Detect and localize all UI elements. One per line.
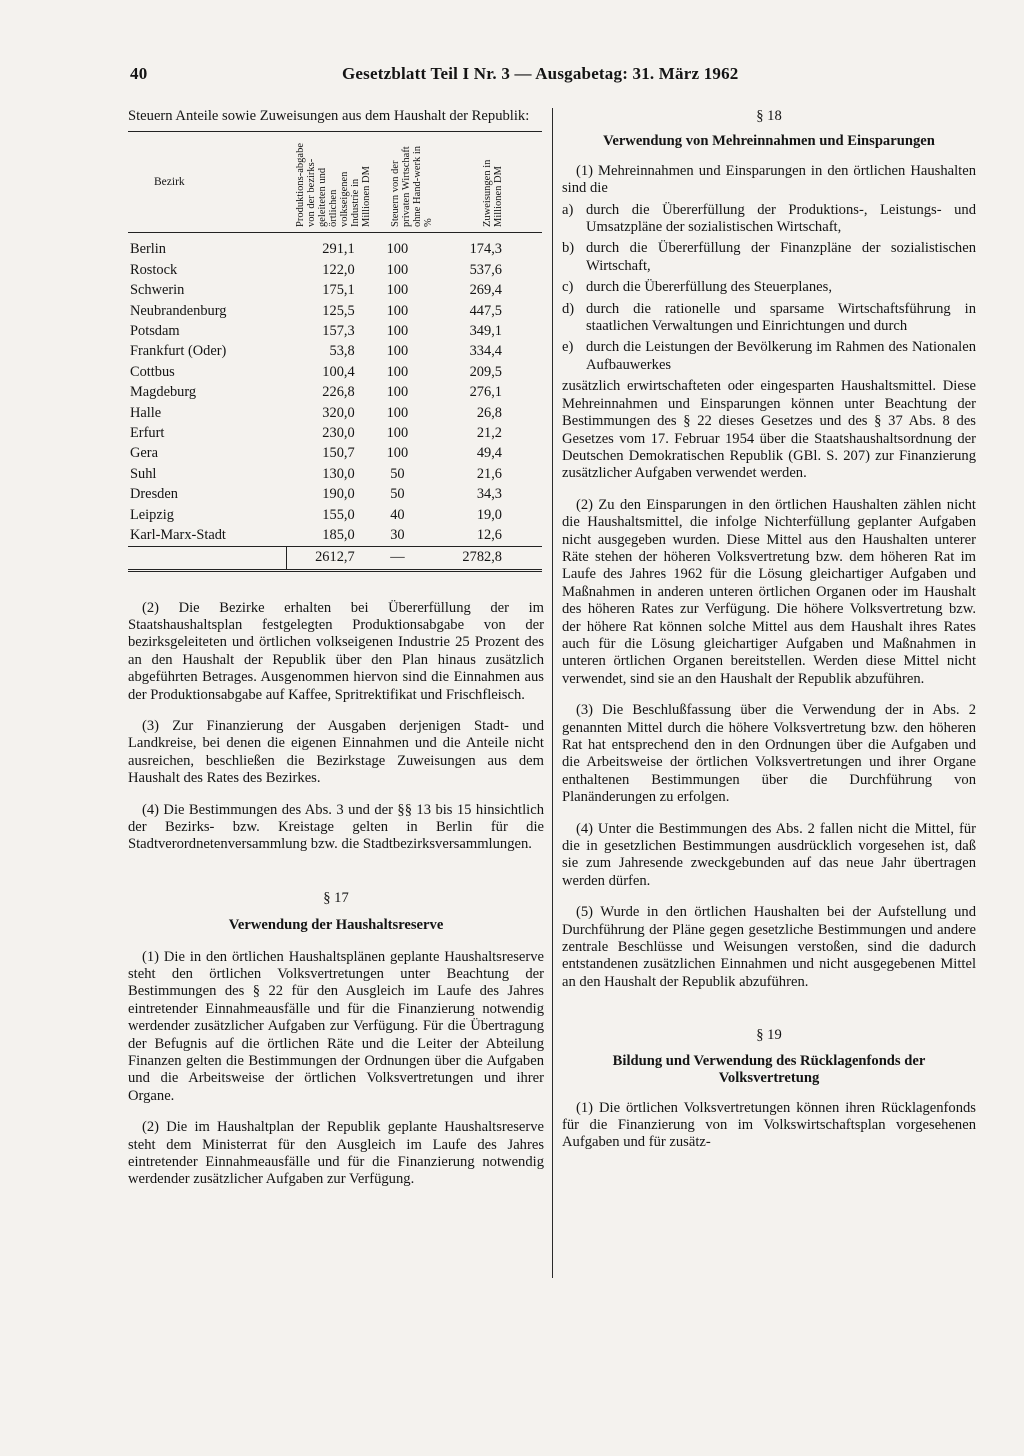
steuern-value: 50 bbox=[390, 465, 405, 482]
bezirk-name: Gera bbox=[130, 445, 158, 462]
list-item bbox=[562, 339, 976, 374]
table-row bbox=[128, 233, 542, 260]
steuern-value: 100 bbox=[386, 363, 409, 380]
right-column bbox=[562, 108, 976, 1152]
steuern-value: 40 bbox=[390, 506, 405, 523]
header-produktionsabgabe: Produktions-abgabe von der bezirks-geleiteten und örtlichen volkseigenen Industrie in Millionen DM bbox=[286, 132, 381, 233]
section-18-list bbox=[562, 202, 976, 375]
list-item-text: durch die Leistungen der Bevölkerung im Rahmen des Nationalen Aufbauwerkes bbox=[586, 339, 976, 373]
list-item bbox=[562, 202, 976, 237]
sum-steuern: — bbox=[381, 546, 444, 570]
list-item bbox=[562, 279, 976, 296]
table-row bbox=[128, 341, 542, 361]
steuern-value: 30 bbox=[390, 527, 405, 544]
bezirk-name: Karl-Marx-Stadt bbox=[130, 527, 226, 544]
produktionsabgabe-value: 230,0 bbox=[322, 425, 355, 442]
list-item-text: durch die Übererfüllung der Finanzpläne der sozialistischen Wirtschaft, bbox=[586, 240, 976, 274]
table-row bbox=[128, 505, 542, 525]
table-row bbox=[128, 525, 542, 546]
zuweisungen-value: 447,5 bbox=[469, 302, 502, 319]
zuweisungen-value: 21,2 bbox=[476, 425, 502, 442]
produktionsabgabe-value: 155,0 bbox=[322, 506, 355, 523]
zuweisungen-value: 19,0 bbox=[476, 506, 502, 523]
list-item-label: b) bbox=[562, 240, 575, 257]
section-18-paragraph-2: (2) Zu den Einsparungen in den örtlichen Haushalten zählen nicht die Haushaltsmittel, die infolge Nichterfüllung geplanter Aufgaben nicht ausgegeben wurden. Diese Mittel aus den Haushalten unterer Räte stehen der höheren Volksvertretung bzw. dem höheren Rat im Laufe des Jahres 1962 für die Lösung gleichartiger Aufgaben und Maßnahmen in anderen unteren örtlichen Organen oder im Haushalt des höheren Rates zur Verfügung. Die höhere Volksvertretung bzw. der höhere Rat können solche Mittel aus dem Haushalt ihres Rates auch für die Lösung gleichartiger Aufgaben und Maßnahmen in unteren örtlichen Organen bereitstellen. Werden diese Mittel nicht verwendet, sind sie an den Haushalt der Republik abzuführen. bbox=[562, 496, 976, 687]
zuweisungen-value: 21,6 bbox=[476, 465, 502, 482]
table-intro: Steuern Anteile sowie Zuweisungen aus dem Haushalt der Republik: bbox=[128, 108, 530, 124]
table-row bbox=[128, 260, 542, 280]
produktionsabgabe-value: 291,1 bbox=[322, 241, 355, 258]
column-divider bbox=[552, 108, 553, 1278]
header-bezirk: Bezirk bbox=[128, 132, 286, 233]
zuweisungen-value: 276,1 bbox=[469, 384, 502, 401]
table-sum-row bbox=[128, 546, 542, 570]
zuweisungen-value: 537,6 bbox=[469, 261, 502, 278]
produktionsabgabe-value: 320,0 bbox=[322, 404, 355, 421]
bezirk-name: Schwerin bbox=[130, 282, 185, 299]
steuern-value: 100 bbox=[386, 282, 409, 299]
list-item bbox=[562, 240, 976, 275]
steuern-value: 100 bbox=[386, 425, 409, 442]
produktionsabgabe-value: 190,0 bbox=[322, 486, 355, 503]
bezirk-name: Erfurt bbox=[130, 425, 165, 442]
paragraph-4: (4) Die Bestimmungen des Abs. 3 und der §§ 13 bis 15 hinsichtlich der Bezirks- bzw. Kreistage gelten in Berlin für die Stadtverordnetenversammlung bzw. die Stadtbezirksversammlungen. bbox=[128, 801, 544, 853]
steuern-value: 100 bbox=[386, 302, 409, 319]
section-17-title: Verwendung der Haushaltsreserve bbox=[228, 917, 444, 934]
list-item bbox=[562, 301, 976, 336]
table-row bbox=[128, 443, 542, 463]
bezirk-name: Berlin bbox=[130, 241, 166, 258]
zuweisungen-value: 209,5 bbox=[469, 363, 502, 380]
page-number: 40 bbox=[130, 64, 148, 83]
zuweisungen-value: 12,6 bbox=[476, 527, 502, 544]
gazette-title: Gesetzblatt Teil I Nr. 3 — Ausgabetag: 31. März 1962 bbox=[342, 64, 739, 83]
table-row bbox=[128, 301, 542, 321]
bezirk-name: Halle bbox=[130, 404, 162, 421]
section-19-title: Bildung und Verwendung des Rücklagenfonds der Volksvertretung bbox=[612, 1052, 926, 1087]
list-item-label: a) bbox=[562, 201, 574, 218]
section-18-paragraph-3: (3) Die Beschlußfassung über die Verwendung der in Abs. 2 genannten Mittel durch die höhere Volksvertretung bzw. den höheren Rat hat entsprechend den in den Ordnungen über die Aufgaben und die Arbeitsweise der örtlichen Volksvertretungen und ihrer Organe enthaltenen Bestimmungen über die Durchführung von Planänderungen zu erfolgen. bbox=[562, 702, 976, 806]
table-row bbox=[128, 403, 542, 423]
zuweisungen-value: 334,4 bbox=[469, 343, 502, 360]
list-item-text: durch die Übererfüllung des Steuerplanes, bbox=[586, 279, 832, 296]
sum-produktionsabgabe: 2612,7 bbox=[286, 546, 381, 570]
section-19-paragraph-1: (1) Die örtlichen Volksvertretungen können ihren Rücklagenfonds für die Finanzierung von im Volkswirtschaftsplan vorgesehenen Aufgaben und für zusätz- bbox=[562, 1099, 976, 1151]
section-18-paragraph-1: (1) Mehreinnahmen und Einsparungen in den örtlichen Haushalten sind die bbox=[562, 162, 976, 197]
section-19-number: § 19 bbox=[756, 1027, 782, 1044]
header-zuweisungen: Zuweisungen in Millionen DM bbox=[444, 132, 542, 233]
produktionsabgabe-value: 185,0 bbox=[322, 527, 355, 544]
steuern-value: 100 bbox=[386, 323, 409, 340]
zuweisungen-value: 34,3 bbox=[476, 486, 502, 503]
produktionsabgabe-value: 122,0 bbox=[322, 261, 355, 278]
zuweisungen-value: 174,3 bbox=[469, 241, 502, 258]
bezirk-name: Leipzig bbox=[130, 506, 174, 523]
section-18-title: Verwendung von Mehreinnahmen und Einsparungen bbox=[603, 133, 935, 150]
table-row bbox=[128, 423, 542, 443]
produktionsabgabe-value: 157,3 bbox=[322, 323, 355, 340]
bezirk-name: Frankfurt (Oder) bbox=[130, 343, 227, 360]
produktionsabgabe-value: 150,7 bbox=[322, 445, 355, 462]
paragraph-2: (2) Die Bezirke erhalten bei Übererfüllung der im Staatshaushaltsplan festgelegten Produktionsabgabe von der bezirksgeleiteten und örtlichen volkseigenen Industrie 25 Prozent des an den Haushalt der Republik über den Plan hinaus zusätzlich abgeführten Betrages. Ausgenommen hiervon sind die Einnahmen aus der Produktionsabgabe auf Kaffee, Spritrektifikat und Frischfleisch. bbox=[128, 599, 544, 703]
bezirk-name: Cottbus bbox=[130, 363, 175, 380]
table-row bbox=[128, 280, 542, 300]
table-row bbox=[128, 321, 542, 341]
steuern-value: 100 bbox=[386, 343, 409, 360]
table-row bbox=[128, 382, 542, 402]
table-row bbox=[128, 484, 542, 504]
section-17-number: § 17 bbox=[323, 889, 349, 906]
table-row bbox=[128, 464, 542, 484]
steuern-value: 100 bbox=[386, 241, 409, 258]
bezirk-name: Rostock bbox=[130, 261, 178, 278]
steuern-value: 100 bbox=[386, 445, 409, 462]
produktionsabgabe-value: 130,0 bbox=[322, 465, 355, 482]
paragraph-3: (3) Zur Finanzierung der Ausgaben derjenigen Stadt- und Landkreise, bei denen die eigenen Einnahmen und die Anteile nicht ausreichen, beschließen die Bezirkstage Zuweisungen aus dem Haushalt des Rates des Bezirkes. bbox=[128, 717, 544, 787]
header-steuern: Steuern von der privaten Wirtschaft ohne Hand-werk in % bbox=[381, 132, 444, 233]
produktionsabgabe-value: 53,8 bbox=[329, 343, 355, 360]
table-row bbox=[128, 362, 542, 382]
section-18-number: § 18 bbox=[756, 108, 782, 124]
bezirk-name: Potsdam bbox=[130, 323, 180, 340]
steuern-value: 100 bbox=[386, 261, 409, 278]
sum-zuweisungen: 2782,8 bbox=[444, 546, 542, 570]
bezirk-name: Magdeburg bbox=[130, 384, 197, 401]
section-18-paragraph-4: (4) Unter die Bestimmungen des Abs. 2 fallen nicht die Mittel, für die in gesetzlichen Bestimmungen ausdrücklich vorgesehen ist, daß sie zum Jahresende zweckgebunden auf das neue Jahr übertragen werden dürfen. bbox=[562, 820, 976, 889]
produktionsabgabe-value: 100,4 bbox=[322, 363, 355, 380]
zuweisungen-value: 49,4 bbox=[476, 445, 502, 462]
steuern-value: 100 bbox=[386, 404, 409, 421]
steuern-value: 50 bbox=[390, 486, 405, 503]
produktionsabgabe-value: 175,1 bbox=[322, 282, 355, 299]
section-18-paragraph-5: (5) Wurde in den örtlichen Haushalten bei der Aufstellung und Durchführung der Pläne gegen gesetzliche Bestimmungen und andere zentrale Beschlüsse und Weisungen verstoßen, sind die dadurch entstandenen zusätzlichen Einnahmen und nicht ausgegebenen Mittel an den Haushalt der Republik abzuführen. bbox=[562, 904, 976, 990]
list-item-label: e) bbox=[562, 339, 574, 356]
zuweisungen-value: 349,1 bbox=[469, 323, 502, 340]
zuweisungen-value: 26,8 bbox=[476, 404, 502, 421]
page-header bbox=[130, 64, 972, 88]
section-17-paragraph-2: (2) Die im Haushaltplan der Republik geplante Haushaltsreserve steht dem Ministerrat für den Ausgleich im Laufe des Jahres eintretender Einnahmeausfälle und für die Finanzierung notwendig werdender zusätzlicher Aufgaben zur Verfügung. bbox=[128, 1119, 544, 1188]
table-header-row bbox=[128, 132, 542, 233]
produktionsabgabe-value: 226,8 bbox=[322, 384, 355, 401]
bezirk-table bbox=[128, 131, 542, 571]
section-17-paragraph-1: (1) Die in den örtlichen Haushaltsplänen geplante Haushaltsreserve steht den örtlichen Volksvertretungen unter Beachtung der Bestimmungen des § 22 für den Ausgleich im Laufe des Jahres eintretender Einnahmeausfälle und für die Finanzierung notwendig werdender zusätzlicher Aufgaben zur Verfügung. Für die Übertragung der Befugnis auf die örtlichen Räte und die Leiter der Abteilung Finanzen gelten die Bestimmungen der Ordnungen über die Aufgaben und die Arbeitsweise der örtlichen Volksvertretungen und ihrer Organe. bbox=[128, 948, 544, 1104]
produktionsabgabe-value: 125,5 bbox=[322, 302, 355, 319]
list-item-text: durch die Übererfüllung der Produktions-, Leistungs- und Umsatzpläne der sozialistischen Wirtschaft, bbox=[586, 201, 976, 236]
list-item-label: d) bbox=[562, 300, 575, 317]
left-column bbox=[128, 108, 544, 1189]
bezirk-name: Neubrandenburg bbox=[130, 302, 227, 319]
list-item-text: durch die rationelle und sparsame Wirtschaftsführung in staatlichen Verwaltungen und Einrichtungen und durch bbox=[586, 300, 976, 335]
section-18-paragraph-1-continued: zusätzlich erwirtschafteten oder eingesparten Haushaltsmittel. Diese Mehreinnahmen und Einsparungen können unter Beachtung der Bestimmungen des § 22 dieses Gesetzes und des § 37 Abs. 8 des Gesetzes vom 17. Februar 1954 über die Staatshaushaltsordnung der Deutschen Demokratischen Republik (GBl. S. 207) zur Finanzierung zusätzlicher Aufgaben verwendet werden. bbox=[562, 378, 976, 482]
bezirk-name: Dresden bbox=[130, 486, 178, 503]
steuern-value: 100 bbox=[386, 384, 409, 401]
zuweisungen-value: 269,4 bbox=[469, 282, 502, 299]
sum-label-empty bbox=[128, 546, 286, 570]
bezirk-name: Suhl bbox=[130, 465, 157, 482]
list-item-label: c) bbox=[562, 279, 574, 296]
